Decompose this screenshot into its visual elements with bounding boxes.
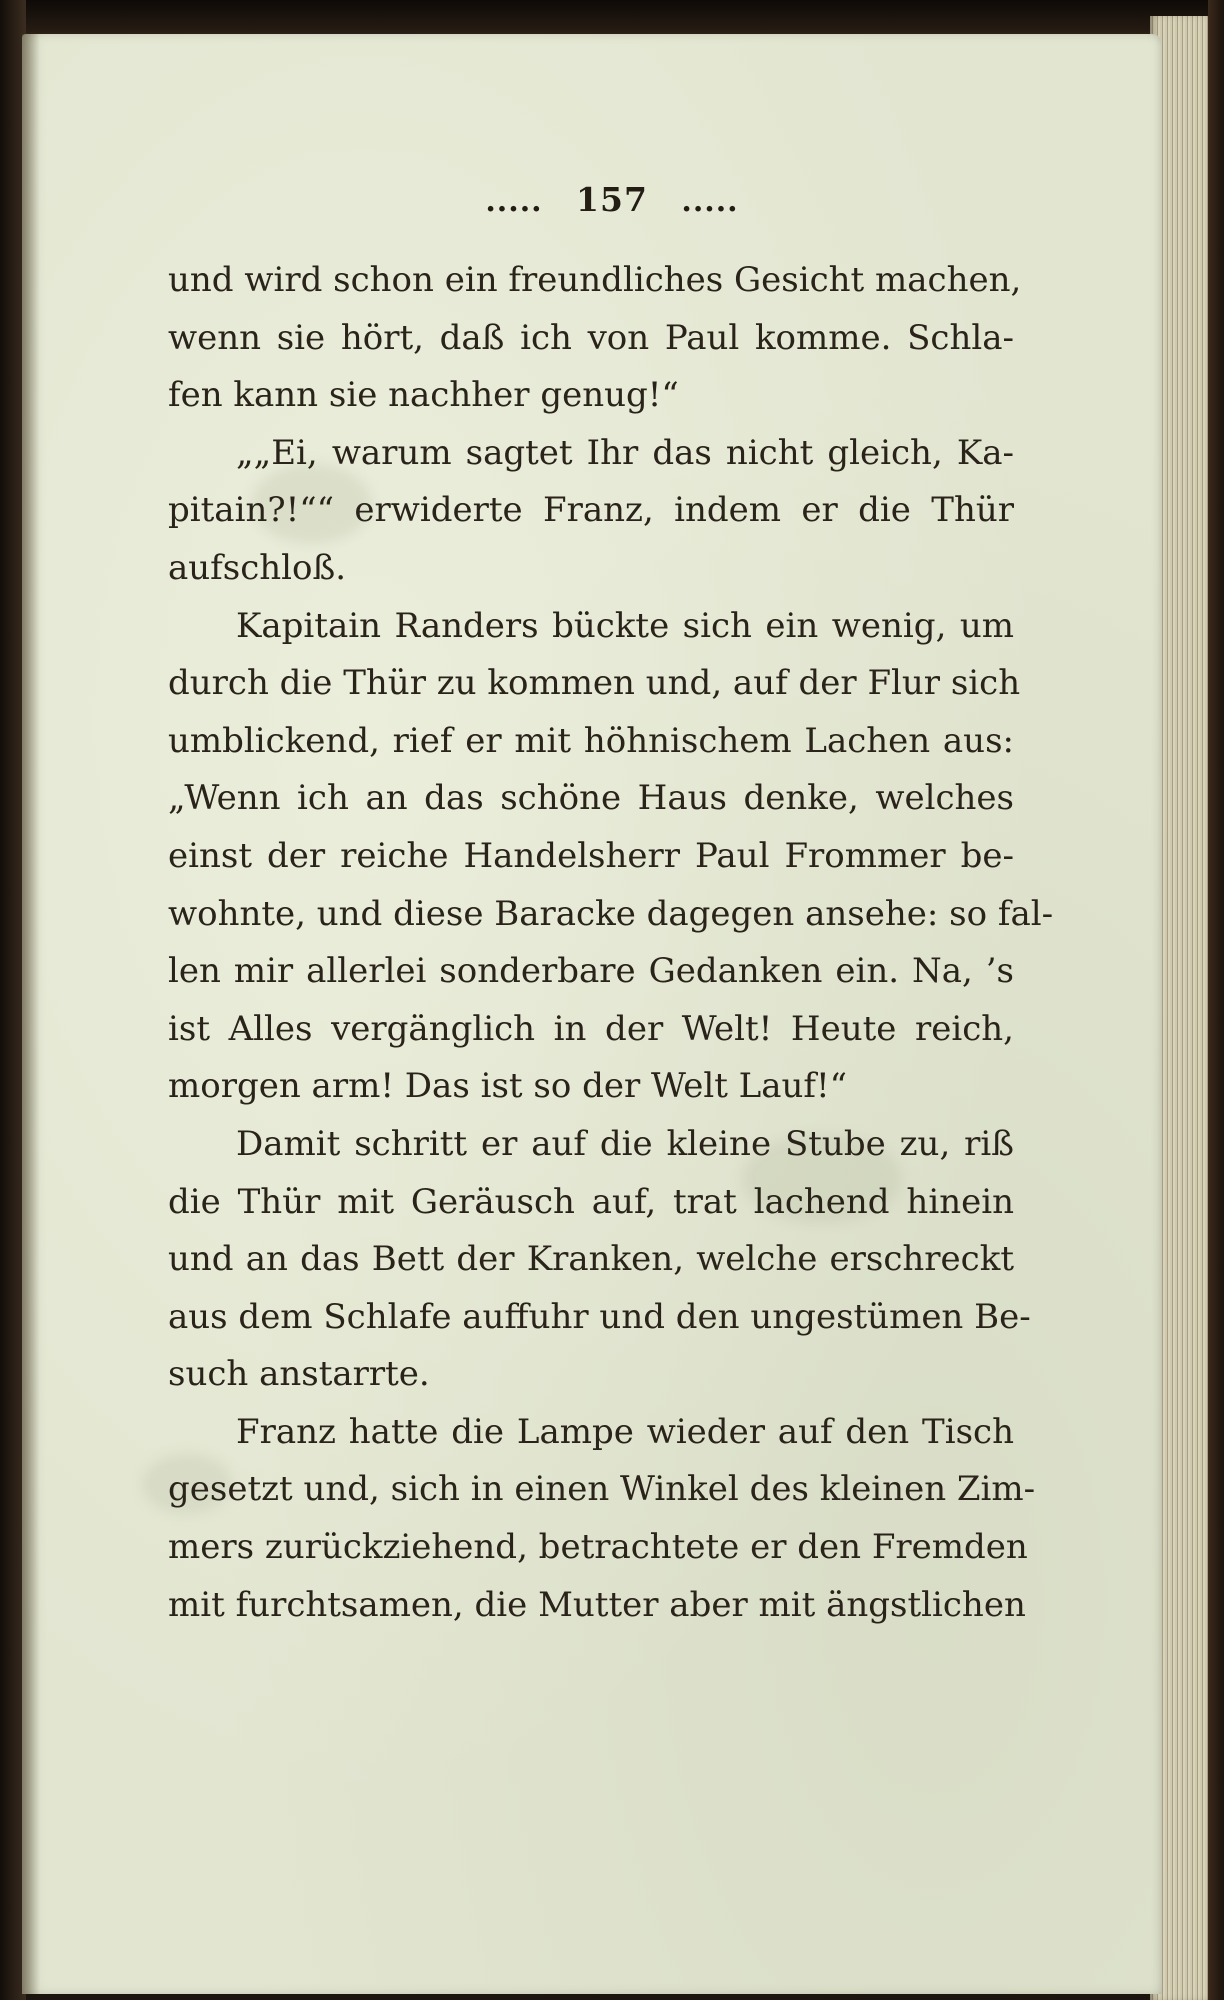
text-line: durch die Thür zu kommen und, auf der Flur sich xyxy=(168,663,1021,704)
text-line: fen kann sie nachher genug!“ xyxy=(168,375,679,416)
text-line: Kapitain Randers bückte sich ein wenig, um xyxy=(236,605,1014,646)
text-line: „„Ei, warum sagtet Ihr das nicht gleich, Ka- xyxy=(236,432,1014,473)
gutter-shadow xyxy=(22,34,40,1994)
header-dots-left: ..... xyxy=(485,184,543,219)
text-line: Damit schritt er auf die kleine Stube zu, riß xyxy=(236,1123,1014,1164)
text-line: wenn sie hört, daß ich von Paul komme. Schla- xyxy=(168,317,1014,358)
text-line: Franz hatte die Lampe wieder auf den Tisch xyxy=(236,1411,1014,1452)
text-line: such anstarrte. xyxy=(168,1354,430,1395)
text-line: ist Alles vergänglich in der Welt! Heute reich, xyxy=(168,1008,1014,1049)
running-header xyxy=(0,180,1224,219)
page-body-text xyxy=(168,252,1054,1634)
text-line: len mir allerlei sonderbare Gedanken ein. Na, ’s xyxy=(168,951,1014,992)
text-line: mit furchtsamen, die Mutter aber mit ängstlichen xyxy=(168,1584,1026,1625)
text-line: die Thür mit Geräusch auf, trat lachend hinein xyxy=(168,1181,1014,1222)
header-dots-right: ..... xyxy=(681,184,739,219)
text-line: morgen arm! Das ist so der Welt Lauf!“ xyxy=(168,1066,848,1107)
text-line: und an das Bett der Kranken, welche erschreckt xyxy=(168,1239,1014,1280)
text-line: „Wenn ich an das schöne Haus denke, welches xyxy=(168,778,1014,819)
text-line: einst der reiche Handelsherr Paul Frommer be- xyxy=(168,835,1014,876)
book-cover-right xyxy=(1208,0,1224,2000)
text-line: mers zurückziehend, betrachtete er den Fremden xyxy=(168,1527,1028,1568)
text-line: aufschloß. xyxy=(168,547,347,588)
text-line: gesetzt und, sich in einen Winkel des kleinen Zim- xyxy=(168,1469,1036,1510)
page-number: 157 xyxy=(576,180,648,219)
text-line: aus dem Schlafe auffuhr und den ungestümen Be- xyxy=(168,1296,1031,1337)
text-line: umblickend, rief er mit höhnischem Lachen aus: xyxy=(168,720,1014,761)
text-line: wohnte, und diese Baracke dagegen ansehe: so fal- xyxy=(168,893,1054,934)
text-line: pitain?!““ erwiderte Franz, indem er die Thür xyxy=(168,490,1014,531)
text-line: und wird schon ein freundliches Gesicht machen, xyxy=(168,260,1022,300)
